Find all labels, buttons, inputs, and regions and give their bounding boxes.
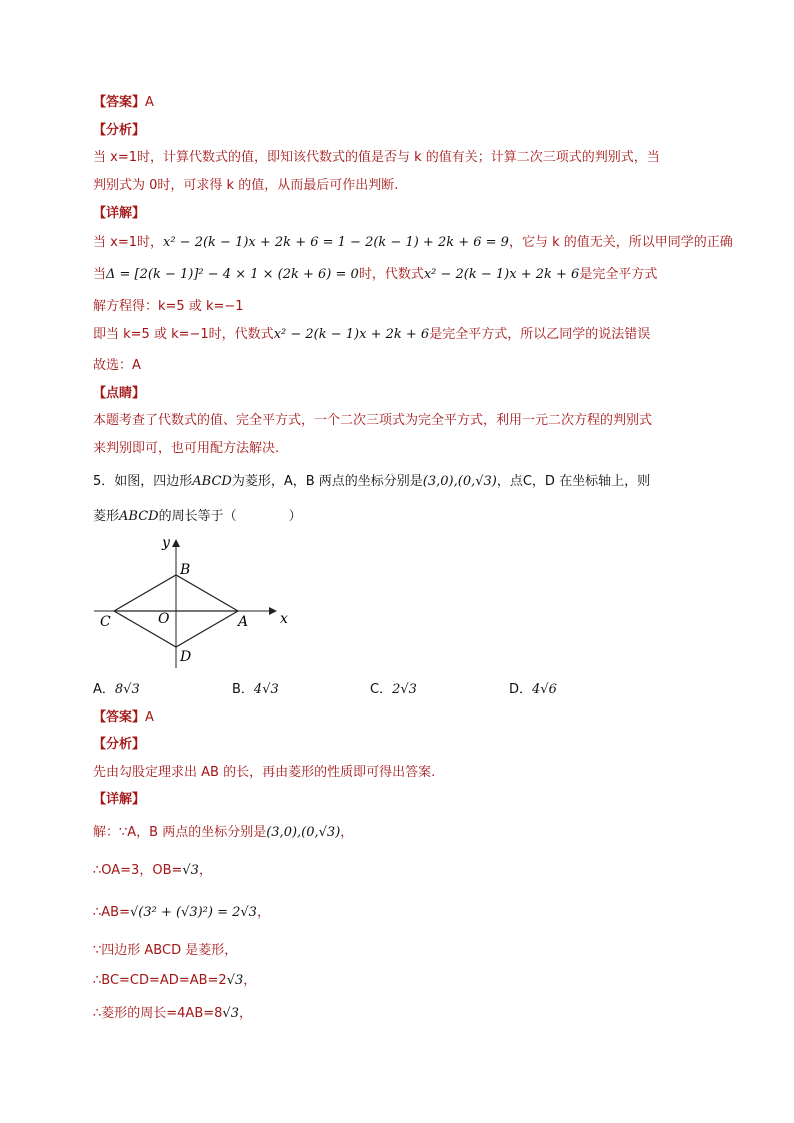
detail-text: 是完全平方式 bbox=[579, 267, 658, 282]
formula: (3,0),(0,√3) bbox=[422, 474, 497, 489]
point-c-label: C bbox=[100, 614, 111, 630]
detail-text: 当 x=1时， bbox=[93, 235, 163, 250]
answer-line-1 bbox=[93, 94, 154, 112]
formula: (3,0),(0,√3) bbox=[266, 825, 341, 840]
formula: ABCD bbox=[192, 474, 232, 489]
solution-text: ， bbox=[238, 1006, 252, 1021]
detail-step bbox=[93, 266, 657, 284]
answer-value: A bbox=[145, 95, 154, 110]
answer-tag: 【答案】 bbox=[93, 710, 146, 725]
analysis-text-line: 当 x=1时，计算代数式的值，即知该代数式的值是否与 k 的值有关；计算二次三项式的判别式，当 bbox=[93, 150, 660, 165]
review-text-line: 来判别即可，也可用配方法解决. bbox=[93, 441, 280, 456]
formula: √(3² + (√3)²) = 2√3 bbox=[129, 905, 257, 920]
formula: ABCD bbox=[119, 509, 159, 524]
review-heading bbox=[93, 385, 145, 403]
solution-step bbox=[93, 862, 212, 880]
question-text: 的周长等于（ ） bbox=[158, 509, 302, 524]
question-text: 为菱形，A，B 两点的坐标分别是 bbox=[231, 474, 423, 489]
detail-text: ，它与 k 的值无关，所以甲同学的正确 bbox=[508, 235, 733, 250]
detail-text: 时，代数式 bbox=[358, 267, 424, 282]
option-d[interactable] bbox=[509, 678, 557, 697]
detail-text: 当 bbox=[93, 267, 107, 282]
detail-text: 即当 k=5 或 k=−1时，代数式 bbox=[93, 327, 274, 342]
analysis-tag: 【分析】 bbox=[93, 123, 146, 138]
solution-text: ， bbox=[198, 863, 212, 878]
point-d-label: D bbox=[180, 649, 192, 665]
option-c[interactable] bbox=[370, 678, 417, 697]
solution-step bbox=[93, 972, 256, 990]
question-text: ，点C，D 在坐标轴上，则 bbox=[496, 474, 651, 489]
point-a-label: A bbox=[238, 614, 249, 630]
solution-text: ， bbox=[256, 905, 270, 920]
option-a[interactable] bbox=[93, 678, 140, 697]
formula: x² − 2(k − 1)x + 2k + 6 = 1 − 2(k − 1) + 2k + 6 = 9 bbox=[163, 235, 509, 250]
point-b-label: B bbox=[180, 562, 191, 578]
formula: Δ = [2(k − 1)]² − 4 × 1 × (2k + 6) = 0 bbox=[106, 267, 359, 282]
option-value: 4√6 bbox=[532, 682, 557, 697]
solution-step: ∵四边形 ABCD 是菱形， bbox=[93, 943, 238, 958]
point-o-label: O bbox=[158, 611, 170, 627]
rhombus-figure bbox=[92, 534, 302, 672]
detail-step bbox=[93, 234, 733, 252]
question-text: 5．如图，四边形 bbox=[93, 474, 193, 489]
question-5-line-1 bbox=[93, 473, 650, 491]
option-letter: C． bbox=[370, 682, 393, 697]
answer-value: A bbox=[145, 710, 154, 725]
formula: √3 bbox=[226, 973, 244, 988]
formula: √3 bbox=[222, 1006, 239, 1021]
option-value: 2√3 bbox=[392, 682, 417, 697]
solution-text: ∴OA=3，OB= bbox=[93, 863, 183, 878]
formula: x² − 2(k − 1)x + 2k + 6 bbox=[273, 327, 430, 342]
solution-step bbox=[93, 904, 270, 922]
option-letter: D． bbox=[509, 682, 533, 697]
formula: x² − 2(k − 1)x + 2k + 6 bbox=[423, 267, 580, 282]
option-value: 8√3 bbox=[114, 682, 140, 697]
y-axis-label: y bbox=[162, 535, 170, 551]
review-text-line: 本题考查了代数式的值、完全平方式，一个二次三项式为完全平方式，利用一元二次方程的判别式 bbox=[93, 413, 653, 428]
solution-step bbox=[93, 1005, 252, 1023]
solution-text: ， bbox=[340, 825, 354, 840]
analysis-heading-2 bbox=[93, 736, 145, 754]
analysis-text-line: 判别式为 0时，可求得 k 的值，从而最后可作出判断. bbox=[93, 178, 399, 193]
formula: √3 bbox=[182, 863, 199, 878]
option-letter: A． bbox=[93, 682, 115, 697]
question-5-line-2 bbox=[93, 508, 302, 526]
detail-step bbox=[93, 326, 650, 344]
detail-heading-2 bbox=[93, 791, 145, 809]
option-letter: B． bbox=[232, 682, 254, 697]
option-value: 4√3 bbox=[253, 682, 279, 697]
question-text: 菱形 bbox=[93, 509, 120, 524]
option-b[interactable] bbox=[232, 678, 279, 697]
solution-text: ∴菱形的周长=4AB=8 bbox=[93, 1006, 223, 1021]
solution-text: ∴BC=CD=AD=AB=2 bbox=[93, 973, 227, 988]
detail-tag: 【详解】 bbox=[93, 792, 146, 807]
detail-step: 解方程得：k=5 或 k=−1 bbox=[93, 299, 244, 314]
solution-text: ， bbox=[243, 973, 257, 988]
detail-text: 是完全平方式，所以乙同学的说法错误 bbox=[429, 327, 651, 342]
solution-text: 解：∵A，B 两点的坐标分别是 bbox=[93, 825, 267, 840]
review-tag: 【点睛】 bbox=[93, 386, 146, 401]
answer-line-2 bbox=[93, 709, 154, 727]
detail-step: 故选：A bbox=[93, 358, 141, 373]
analysis-heading-1 bbox=[93, 122, 145, 140]
detail-heading-1 bbox=[93, 205, 145, 223]
answer-tag: 【答案】 bbox=[93, 95, 146, 110]
analysis-text-line: 先由勾股定理求出 AB 的长，再由菱形的性质即可得出答案. bbox=[93, 765, 436, 780]
detail-tag: 【详解】 bbox=[93, 206, 146, 221]
solution-text: ∴AB= bbox=[93, 905, 130, 920]
analysis-tag: 【分析】 bbox=[93, 737, 146, 752]
solution-step bbox=[93, 824, 353, 842]
x-axis-label: x bbox=[280, 611, 288, 627]
